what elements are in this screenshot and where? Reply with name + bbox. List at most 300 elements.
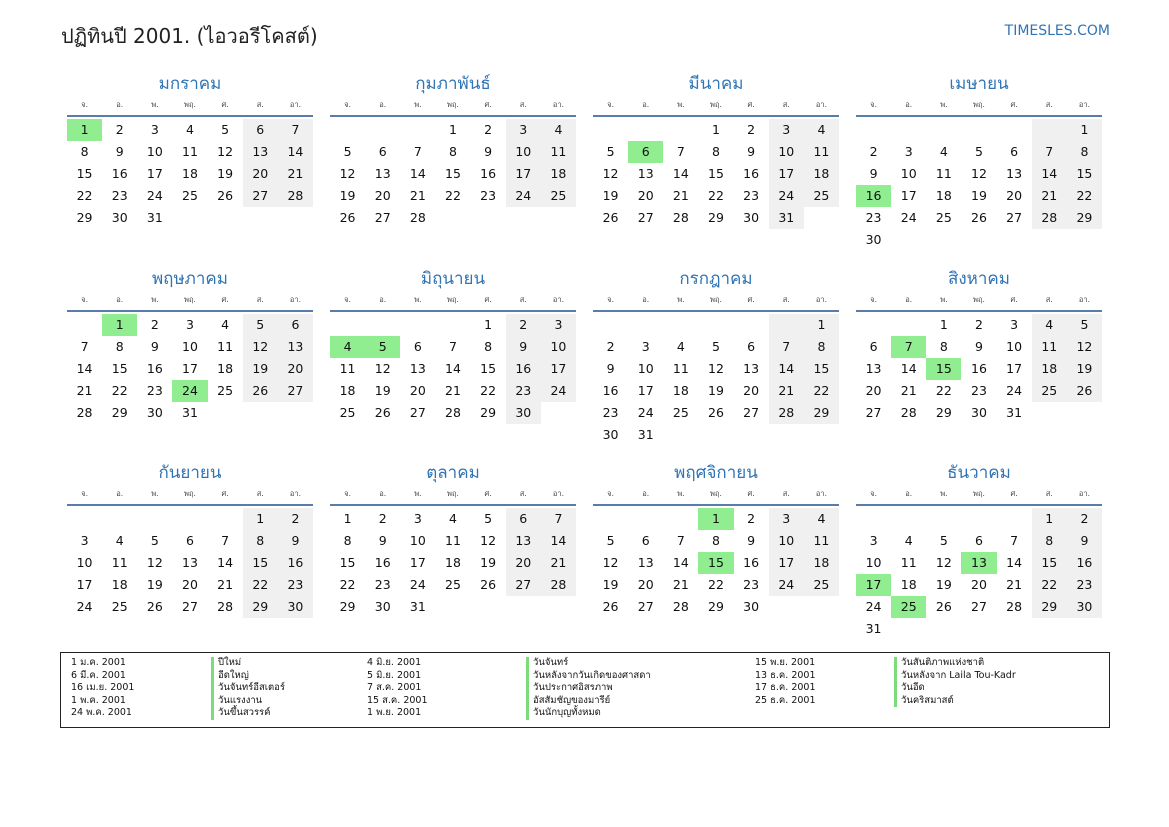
day-cell[interactable]: 10 [76,555,93,570]
day-cell[interactable]: 22 [708,577,724,592]
day-cell[interactable]: 19 [602,188,619,203]
day-cell[interactable]: 6 [378,144,387,159]
day-cell[interactable]: 3 [769,119,804,141]
day-cell[interactable]: 7 [413,144,422,159]
day-cell[interactable]: 24 [76,599,93,614]
day-cell[interactable]: 10 [900,166,917,181]
day-cell[interactable]: 26 [217,188,234,203]
day-cell[interactable]: 4 [939,144,948,159]
day-cell[interactable]: 28 [445,405,461,420]
day-cell[interactable]: 6 [278,314,313,336]
day-cell[interactable]: 30 [506,402,541,424]
day-cell[interactable]: 27 [743,405,760,420]
day-cell[interactable]: 28 [900,405,917,420]
day-cell[interactable]: 21 [900,383,917,398]
day-cell[interactable]: 17 [856,574,891,596]
day-cell[interactable]: 16 [480,166,497,181]
day-cell[interactable]: 19 [146,577,163,592]
day-cell[interactable]: 27 [637,599,654,614]
day-cell[interactable]: 24 [541,380,576,402]
day-cell[interactable]: 3 [413,511,422,526]
day-cell[interactable]: 9 [606,361,615,376]
day-cell[interactable]: 18 [111,577,128,592]
day-cell[interactable]: 18 [445,555,461,570]
day-cell[interactable]: 8 [1032,530,1067,552]
day-cell[interactable]: 25 [804,574,839,596]
day-cell[interactable]: 23 [971,383,987,398]
day-cell[interactable]: 2 [150,317,159,332]
day-cell[interactable]: 31 [146,210,163,225]
day-cell[interactable]: 7 [541,508,576,530]
day-cell[interactable]: 11 [1032,336,1067,358]
day-cell[interactable]: 18 [217,361,234,376]
day-cell[interactable]: 1 [102,314,137,336]
day-cell[interactable]: 2 [378,511,387,526]
day-cell[interactable]: 28 [278,185,313,207]
day-cell[interactable]: 3 [1010,317,1019,332]
day-cell[interactable]: 28 [217,599,234,614]
day-cell[interactable]: 27 [971,599,987,614]
day-cell[interactable]: 10 [865,555,882,570]
day-cell[interactable]: 6 [413,339,422,354]
day-cell[interactable]: 21 [445,383,461,398]
day-cell[interactable]: 1 [1032,508,1067,530]
day-cell[interactable]: 20 [278,358,313,380]
day-cell[interactable]: 7 [1010,533,1019,548]
day-cell[interactable]: 7 [80,339,89,354]
day-cell[interactable]: 11 [804,141,839,163]
day-cell[interactable]: 12 [480,533,497,548]
day-cell[interactable]: 4 [330,336,365,358]
day-cell[interactable]: 28 [1006,599,1023,614]
day-cell[interactable]: 6 [641,533,650,548]
day-cell[interactable]: 9 [278,530,313,552]
day-cell[interactable]: 30 [602,427,619,442]
day-cell[interactable]: 7 [449,339,457,354]
day-cell[interactable]: 31 [182,405,198,420]
day-cell[interactable]: 9 [1067,530,1102,552]
day-cell[interactable]: 3 [186,317,194,332]
day-cell[interactable]: 14 [672,166,689,181]
day-cell[interactable]: 2 [506,314,541,336]
day-cell[interactable]: 12 [243,336,278,358]
day-cell[interactable]: 8 [243,530,278,552]
day-cell[interactable]: 13 [278,336,313,358]
day-cell[interactable]: 25 [339,405,356,420]
day-cell[interactable]: 26 [602,599,619,614]
day-cell[interactable]: 23 [146,383,163,398]
day-cell[interactable]: 7 [278,119,313,141]
day-cell[interactable]: 18 [935,188,952,203]
day-cell[interactable]: 16 [743,555,760,570]
day-cell[interactable]: 24 [637,405,654,420]
day-cell[interactable]: 1 [804,314,839,336]
day-cell[interactable]: 24 [146,188,163,203]
day-cell[interactable]: 4 [676,339,685,354]
day-cell[interactable]: 4 [115,533,124,548]
day-cell[interactable]: 6 [1010,144,1019,159]
day-cell[interactable]: 9 [869,166,878,181]
day-cell[interactable]: 15 [111,361,128,376]
day-cell[interactable]: 1 [939,317,948,332]
day-cell[interactable]: 18 [804,163,839,185]
day-cell[interactable]: 12 [971,166,987,181]
day-cell[interactable]: 29 [708,599,724,614]
day-cell[interactable]: 4 [541,119,576,141]
day-cell[interactable]: 11 [111,555,128,570]
day-cell[interactable]: 5 [484,511,493,526]
day-cell[interactable]: 21 [278,163,313,185]
day-cell[interactable]: 25 [1032,380,1067,402]
day-cell[interactable]: 7 [769,336,804,358]
day-cell[interactable]: 27 [278,380,313,402]
day-cell[interactable]: 26 [708,405,724,420]
day-cell[interactable]: 2 [115,122,124,137]
day-cell[interactable]: 17 [506,163,541,185]
day-cell[interactable]: 19 [480,555,497,570]
day-cell[interactable]: 18 [1032,358,1067,380]
day-cell[interactable]: 23 [480,188,497,203]
day-cell[interactable]: 19 [339,188,356,203]
day-cell[interactable]: 12 [602,555,619,570]
day-cell[interactable]: 14 [769,358,804,380]
day-cell[interactable]: 26 [243,380,278,402]
day-cell[interactable]: 7 [1032,141,1067,163]
day-cell[interactable]: 18 [182,166,198,181]
day-cell[interactable]: 26 [146,599,163,614]
day-cell[interactable]: 1 [698,508,733,530]
day-cell[interactable]: 6 [628,141,663,163]
day-cell[interactable]: 22 [804,380,839,402]
day-cell[interactable]: 3 [869,533,878,548]
day-cell[interactable]: 8 [484,339,493,354]
day-cell[interactable]: 2 [1067,508,1102,530]
day-cell[interactable]: 24 [769,574,804,596]
day-cell[interactable]: 20 [637,188,654,203]
day-cell[interactable]: 28 [409,210,426,225]
day-cell[interactable]: 27 [1006,210,1023,225]
day-cell[interactable]: 5 [939,533,948,548]
day-cell[interactable]: 29 [708,210,724,225]
day-cell[interactable]: 21 [76,383,93,398]
day-cell[interactable]: 9 [747,144,756,159]
day-cell[interactable]: 10 [146,144,163,159]
day-cell[interactable]: 29 [111,405,128,420]
day-cell[interactable]: 30 [1067,596,1102,618]
day-cell[interactable]: 8 [449,144,457,159]
day-cell[interactable]: 1 [343,511,352,526]
day-cell[interactable]: 18 [804,552,839,574]
day-cell[interactable]: 12 [339,166,356,181]
day-cell[interactable]: 29 [1067,207,1102,229]
day-cell[interactable]: 1 [712,122,720,137]
day-cell[interactable]: 25 [891,596,926,618]
day-cell[interactable]: 17 [409,555,426,570]
day-cell[interactable]: 16 [278,552,313,574]
day-cell[interactable]: 14 [76,361,93,376]
day-cell[interactable]: 10 [182,339,198,354]
day-cell[interactable]: 3 [80,533,89,548]
day-cell[interactable]: 8 [343,533,352,548]
day-cell[interactable]: 29 [339,599,356,614]
day-cell[interactable]: 4 [186,122,194,137]
day-cell[interactable]: 26 [1067,380,1102,402]
day-cell[interactable]: 23 [865,210,882,225]
day-cell[interactable]: 9 [506,336,541,358]
day-cell[interactable]: 15 [708,166,724,181]
day-cell[interactable]: 14 [672,555,689,570]
day-cell[interactable]: 7 [891,336,926,358]
day-cell[interactable]: 8 [939,339,948,354]
day-cell[interactable]: 22 [445,188,461,203]
day-cell[interactable]: 13 [1006,166,1023,181]
day-cell[interactable]: 25 [541,185,576,207]
day-cell[interactable]: 30 [146,405,163,420]
day-cell[interactable]: 6 [747,339,756,354]
day-cell[interactable]: 16 [743,166,760,181]
day-cell[interactable]: 25 [804,185,839,207]
day-cell[interactable]: 3 [150,122,159,137]
day-cell[interactable]: 8 [804,336,839,358]
day-cell[interactable]: 22 [1067,185,1102,207]
day-cell[interactable]: 16 [1067,552,1102,574]
day-cell[interactable]: 1 [243,508,278,530]
day-cell[interactable]: 27 [506,574,541,596]
day-cell[interactable]: 5 [343,144,352,159]
day-cell[interactable]: 21 [409,188,426,203]
day-cell[interactable]: 17 [182,361,198,376]
day-cell[interactable]: 5 [606,533,615,548]
day-cell[interactable]: 20 [1006,188,1023,203]
day-cell[interactable]: 13 [637,555,654,570]
day-cell[interactable]: 1 [449,122,457,137]
day-cell[interactable]: 4 [449,511,457,526]
day-cell[interactable]: 1 [67,119,102,141]
day-cell[interactable]: 2 [869,144,878,159]
day-cell[interactable]: 19 [602,577,619,592]
day-cell[interactable]: 25 [111,599,128,614]
day-cell[interactable]: 28 [76,405,93,420]
day-cell[interactable]: 19 [1067,358,1102,380]
day-cell[interactable]: 25 [182,188,198,203]
day-cell[interactable]: 28 [672,599,689,614]
day-cell[interactable]: 27 [182,599,198,614]
day-cell[interactable]: 30 [865,232,882,247]
day-cell[interactable]: 2 [606,339,615,354]
day-cell[interactable]: 5 [365,336,400,358]
day-cell[interactable]: 27 [865,405,882,420]
day-cell[interactable]: 28 [672,210,689,225]
day-cell[interactable]: 11 [339,361,356,376]
day-cell[interactable]: 10 [506,141,541,163]
day-cell[interactable]: 2 [747,511,756,526]
day-cell[interactable]: 21 [1032,185,1067,207]
day-cell[interactable]: 1 [1067,119,1102,141]
day-cell[interactable]: 14 [541,530,576,552]
day-cell[interactable]: 6 [869,339,878,354]
day-cell[interactable]: 4 [804,508,839,530]
site-link[interactable]: TIMESLES.COM [1004,23,1110,39]
day-cell[interactable]: 10 [637,361,654,376]
day-cell[interactable]: 17 [900,188,917,203]
day-cell[interactable]: 29 [243,596,278,618]
day-cell[interactable]: 6 [506,508,541,530]
day-cell[interactable]: 12 [374,361,391,376]
day-cell[interactable]: 22 [111,383,128,398]
day-cell[interactable]: 14 [1032,163,1067,185]
day-cell[interactable]: 2 [484,122,493,137]
day-cell[interactable]: 21 [1006,577,1023,592]
day-cell[interactable]: 11 [672,361,689,376]
day-cell[interactable]: 24 [900,210,917,225]
day-cell[interactable]: 21 [672,577,689,592]
day-cell[interactable]: 7 [676,144,685,159]
day-cell[interactable]: 30 [743,599,760,614]
day-cell[interactable]: 24 [769,185,804,207]
day-cell[interactable]: 15 [339,555,356,570]
day-cell[interactable]: 13 [243,141,278,163]
day-cell[interactable]: 27 [409,405,426,420]
day-cell[interactable]: 14 [445,361,461,376]
day-cell[interactable]: 11 [541,141,576,163]
day-cell[interactable]: 25 [217,383,234,398]
day-cell[interactable]: 9 [150,339,159,354]
day-cell[interactable]: 8 [115,339,124,354]
day-cell[interactable]: 23 [374,577,391,592]
day-cell[interactable]: 1 [484,317,493,332]
day-cell[interactable]: 14 [278,141,313,163]
day-cell[interactable]: 2 [278,508,313,530]
day-cell[interactable]: 6 [186,533,194,548]
day-cell[interactable]: 13 [961,552,996,574]
day-cell[interactable]: 15 [76,166,93,181]
day-cell[interactable]: 8 [712,533,720,548]
day-cell[interactable]: 15 [698,552,733,574]
day-cell[interactable]: 14 [900,361,917,376]
day-cell[interactable]: 19 [217,166,234,181]
day-cell[interactable]: 19 [374,383,391,398]
day-cell[interactable]: 24 [865,599,882,614]
day-cell[interactable]: 20 [506,552,541,574]
day-cell[interactable]: 13 [743,361,760,376]
day-cell[interactable]: 8 [80,144,89,159]
day-cell[interactable]: 25 [445,577,461,592]
day-cell[interactable]: 23 [506,380,541,402]
day-cell[interactable]: 15 [445,166,461,181]
day-cell[interactable]: 6 [975,533,983,548]
day-cell[interactable]: 29 [76,210,93,225]
day-cell[interactable]: 9 [115,144,124,159]
day-cell[interactable]: 27 [374,210,391,225]
day-cell[interactable]: 16 [111,166,128,181]
day-cell[interactable]: 28 [769,402,804,424]
day-cell[interactable]: 3 [541,314,576,336]
day-cell[interactable]: 12 [146,555,163,570]
day-cell[interactable]: 12 [1067,336,1102,358]
day-cell[interactable]: 9 [484,144,493,159]
day-cell[interactable]: 22 [480,383,497,398]
day-cell[interactable]: 10 [541,336,576,358]
day-cell[interactable]: 8 [1067,141,1102,163]
day-cell[interactable]: 10 [769,141,804,163]
day-cell[interactable]: 17 [769,163,804,185]
day-cell[interactable]: 23 [111,188,128,203]
day-cell[interactable]: 13 [865,361,882,376]
day-cell[interactable]: 11 [900,555,917,570]
day-cell[interactable]: 5 [150,533,159,548]
day-cell[interactable]: 31 [769,207,804,229]
day-cell[interactable]: 11 [182,144,198,159]
day-cell[interactable]: 4 [904,533,913,548]
day-cell[interactable]: 11 [445,533,461,548]
day-cell[interactable]: 24 [409,577,426,592]
day-cell[interactable]: 31 [409,599,426,614]
day-cell[interactable]: 9 [975,339,983,354]
day-cell[interactable]: 19 [243,358,278,380]
day-cell[interactable]: 17 [1006,361,1023,376]
day-cell[interactable]: 25 [935,210,952,225]
day-cell[interactable]: 15 [480,361,497,376]
day-cell[interactable]: 22 [339,577,356,592]
day-cell[interactable]: 20 [182,577,198,592]
day-cell[interactable]: 21 [217,577,234,592]
day-cell[interactable]: 26 [339,210,356,225]
day-cell[interactable]: 10 [409,533,426,548]
day-cell[interactable]: 25 [672,405,689,420]
day-cell[interactable]: 3 [641,339,650,354]
day-cell[interactable]: 22 [935,383,952,398]
day-cell[interactable]: 23 [278,574,313,596]
day-cell[interactable]: 13 [409,361,426,376]
day-cell[interactable]: 21 [769,380,804,402]
day-cell[interactable]: 30 [743,210,760,225]
day-cell[interactable]: 5 [975,144,983,159]
day-cell[interactable]: 3 [769,508,804,530]
day-cell[interactable]: 21 [672,188,689,203]
day-cell[interactable]: 14 [409,166,426,181]
day-cell[interactable]: 4 [221,317,230,332]
day-cell[interactable]: 4 [804,119,839,141]
day-cell[interactable]: 16 [506,358,541,380]
day-cell[interactable]: 13 [374,166,391,181]
day-cell[interactable]: 12 [708,361,724,376]
day-cell[interactable]: 14 [1006,555,1023,570]
day-cell[interactable]: 23 [602,405,619,420]
day-cell[interactable]: 26 [602,210,619,225]
day-cell[interactable]: 2 [975,317,983,332]
day-cell[interactable]: 20 [865,383,882,398]
day-cell[interactable]: 22 [243,574,278,596]
day-cell[interactable]: 29 [1032,596,1067,618]
day-cell[interactable]: 7 [676,533,685,548]
day-cell[interactable]: 23 [743,188,760,203]
day-cell[interactable]: 5 [221,122,230,137]
day-cell[interactable]: 24 [172,380,207,402]
day-cell[interactable]: 26 [971,210,987,225]
day-cell[interactable]: 30 [374,599,391,614]
day-cell[interactable]: 12 [935,555,952,570]
day-cell[interactable]: 8 [712,144,720,159]
day-cell[interactable]: 17 [76,577,93,592]
day-cell[interactable]: 23 [743,577,760,592]
day-cell[interactable]: 18 [339,383,356,398]
day-cell[interactable]: 16 [856,185,891,207]
day-cell[interactable]: 31 [637,427,654,442]
day-cell[interactable]: 6 [243,119,278,141]
day-cell[interactable]: 14 [217,555,234,570]
day-cell[interactable]: 3 [904,144,913,159]
day-cell[interactable]: 13 [506,530,541,552]
